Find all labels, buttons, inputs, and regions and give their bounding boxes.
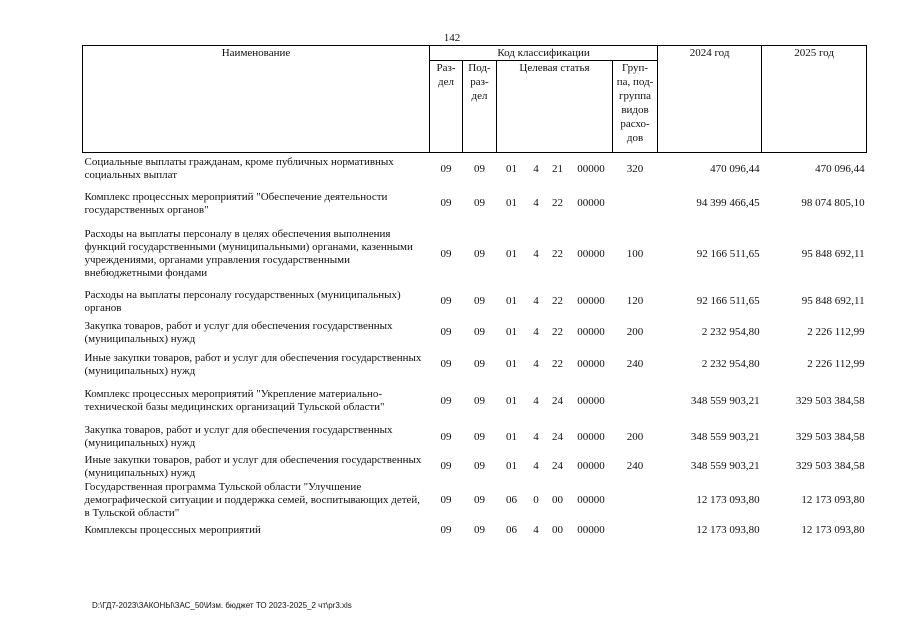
cell-d: 00000 — [577, 460, 605, 472]
cell-b: 4 — [533, 430, 539, 443]
cell-c: 22 — [552, 197, 563, 209]
cell-y2025: 95 848 692,11 — [801, 295, 865, 307]
cell-a: 06 — [506, 524, 517, 536]
cell-rz: 09 — [440, 494, 452, 506]
cell-d: 00000 — [577, 524, 605, 536]
cell-b: 4 — [533, 394, 539, 407]
cell-name: Комплексы процессных мероприятий — [84, 524, 261, 536]
cell-pr: 09 — [474, 494, 485, 506]
cell-y2024: 2 232 954,80 — [701, 358, 760, 370]
cell-c: 24 — [552, 430, 563, 443]
cell-y2025: 98 074 805,10 — [801, 197, 865, 209]
cell-pr: 09 — [474, 247, 485, 260]
header-vid: Груп- па, под- группа видов расхо- дов — [613, 61, 658, 153]
cell-name: Социальные выплаты гражданам, кроме публичных нормативных социальных выплат — [84, 156, 394, 182]
table-row — [83, 287, 867, 317]
cell-a: 01 — [506, 197, 517, 209]
cell-c: 21 — [552, 162, 563, 175]
cell-rz: 09 — [440, 358, 452, 370]
cell-rz: 09 — [440, 247, 452, 260]
cell-a: 01 — [506, 162, 517, 175]
cell-vr: 320 — [626, 162, 644, 175]
cell-y2025: 12 173 093,80 — [801, 494, 865, 506]
cell-b: 4 — [533, 162, 539, 175]
cell-y2024: 92 166 511,65 — [696, 247, 760, 260]
cell-y2025: 329 503 384,58 — [795, 394, 865, 407]
cell-c: 24 — [552, 394, 563, 407]
table-row — [83, 349, 867, 381]
cell-d: 00000 — [577, 358, 605, 370]
header-2025: 2025 год — [762, 46, 867, 153]
cell-y2025: 95 848 692,11 — [801, 247, 865, 260]
header-2024: 2024 год — [658, 46, 762, 153]
cell-rz: 09 — [440, 460, 452, 472]
cell-d: 00000 — [577, 197, 605, 209]
table-row — [83, 222, 867, 287]
cell-y2025: 12 173 093,80 — [801, 524, 865, 536]
cell-name: Государственная программа Тульской области "Улучшение демографической ситуации и поддержка семей, воспитывающих детей, в Тульской области" — [84, 481, 421, 519]
cell-y2024: 348 559 903,21 — [690, 394, 760, 407]
table-row — [83, 521, 867, 541]
cell-y2025: 470 096,44 — [815, 162, 865, 175]
cell-name: Закупка товаров, работ и услуг для обеспечения государственных (муниципальных) нужд — [84, 319, 393, 345]
header-target: Целевая статья — [497, 61, 613, 153]
cell-b: 0 — [533, 494, 539, 506]
header-razdel: Раз- дел — [430, 61, 463, 153]
cell-d: 00000 — [577, 494, 605, 506]
cell-b: 4 — [533, 326, 539, 338]
cell-rz: 09 — [440, 162, 452, 175]
cell-y2024: 12 173 093,80 — [696, 494, 760, 506]
cell-y2024: 470 096,44 — [710, 162, 760, 175]
cell-vr: 240 — [626, 460, 644, 472]
cell-a: 01 — [506, 295, 517, 307]
cell-a: 01 — [506, 247, 517, 260]
cell-rz: 09 — [440, 394, 452, 407]
cell-y2024: 2 232 954,80 — [701, 326, 760, 338]
table-row — [83, 186, 867, 222]
cell-d: 00000 — [577, 162, 605, 175]
cell-y2024: 92 166 511,65 — [696, 295, 760, 307]
table-row — [83, 453, 867, 481]
cell-vr: 120 — [626, 295, 644, 307]
cell-b: 4 — [533, 460, 539, 472]
cell-name: Расходы на выплаты персоналу государственных (муниципальных) органов — [84, 288, 401, 314]
cell-pr: 09 — [474, 197, 485, 209]
cell-y2024: 348 559 903,21 — [690, 460, 760, 472]
cell-a: 01 — [506, 430, 517, 443]
table-row — [83, 381, 867, 422]
cell-pr: 09 — [474, 524, 485, 536]
cell-name: Закупка товаров, работ и услуг для обеспечения государственных (муниципальных) нужд — [84, 424, 393, 449]
cell-c: 24 — [552, 460, 563, 472]
cell-a: 06 — [506, 494, 517, 506]
cell-name: Комплекс процессных мероприятий "Обеспечение деятельности государственных органов" — [84, 190, 388, 216]
cell-c: 22 — [552, 358, 563, 370]
cell-c: 00 — [552, 524, 563, 536]
table-row — [83, 153, 867, 186]
cell-d: 00000 — [577, 295, 605, 307]
cell-b: 4 — [533, 358, 539, 370]
cell-vr: 200 — [626, 430, 644, 443]
cell-d: 00000 — [577, 326, 605, 338]
cell-y2024: 12 173 093,80 — [696, 524, 760, 536]
cell-y2025: 329 503 384,58 — [795, 430, 865, 443]
cell-y2025: 2 226 112,99 — [807, 326, 865, 338]
cell-y2025: 329 503 384,58 — [795, 460, 865, 472]
cell-name: Комплекс процессных мероприятий "Укрепление материально-технической базы медицинских организаций Тульской области" — [84, 388, 385, 413]
cell-c: 22 — [552, 295, 563, 307]
cell-c: 22 — [552, 326, 563, 338]
cell-y2024: 348 559 903,21 — [690, 430, 760, 443]
cell-pr: 09 — [474, 326, 485, 338]
cell-y2025: 2 226 112,99 — [807, 358, 865, 370]
table-row — [83, 422, 867, 453]
cell-pr: 09 — [474, 358, 485, 370]
cell-d: 00000 — [577, 247, 605, 260]
cell-c: 22 — [552, 247, 563, 260]
cell-pr: 09 — [474, 295, 485, 307]
cell-vr — [613, 381, 658, 422]
cell-name: Иные закупки товаров, работ и услуг для обеспечения государственных (муниципальных) нужд — [84, 351, 422, 377]
cell-d: 00000 — [577, 430, 605, 443]
cell-b: 4 — [533, 524, 539, 536]
cell-a: 01 — [506, 394, 517, 407]
cell-a: 01 — [506, 460, 517, 472]
cell-b: 4 — [533, 247, 539, 260]
cell-vr — [613, 186, 658, 222]
table-row — [83, 317, 867, 349]
cell-b: 4 — [533, 197, 539, 209]
cell-d: 00000 — [577, 394, 605, 407]
cell-pr: 09 — [474, 460, 485, 472]
cell-vr: 100 — [626, 247, 644, 260]
header-name: Наименование — [83, 46, 430, 153]
cell-rz: 09 — [440, 326, 452, 338]
file-path-footer: D:\ГД7-2023\ЗАКОНЫ\ЗАС_50\Изм. бюджет ТО 2023-2025_2 чт\pr3.xls — [92, 601, 352, 610]
page-number: 142 — [443, 32, 461, 44]
cell-rz: 09 — [440, 430, 452, 443]
cell-name: Расходы на выплаты персоналу в целях обеспечения выполнения функций государственными (муниципальными) органами, казенными учреждениями, органами управления государственными внебюджетными фондами — [84, 228, 413, 279]
cell-vr: 240 — [626, 358, 644, 370]
header-code-group: Код классификации — [430, 46, 658, 61]
cell-vr — [613, 521, 658, 541]
cell-c: 00 — [552, 494, 563, 506]
cell-pr: 09 — [474, 162, 485, 175]
cell-vr — [613, 481, 658, 521]
cell-pr: 09 — [474, 430, 485, 443]
cell-pr: 09 — [474, 394, 485, 407]
cell-a: 01 — [506, 326, 517, 338]
cell-a: 01 — [506, 358, 517, 370]
cell-b: 4 — [533, 295, 539, 307]
cell-y2024: 94 399 466,45 — [696, 197, 760, 209]
cell-rz: 09 — [440, 295, 452, 307]
cell-name: Иные закупки товаров, работ и услуг для обеспечения государственных (муниципальных) нужд — [84, 453, 422, 479]
budget-table — [82, 45, 867, 541]
cell-rz: 09 — [440, 197, 452, 209]
header-podrazdel: Под- раз- дел — [463, 61, 497, 153]
table-row — [83, 481, 867, 521]
cell-rz: 09 — [440, 524, 452, 536]
cell-vr: 200 — [626, 326, 644, 338]
